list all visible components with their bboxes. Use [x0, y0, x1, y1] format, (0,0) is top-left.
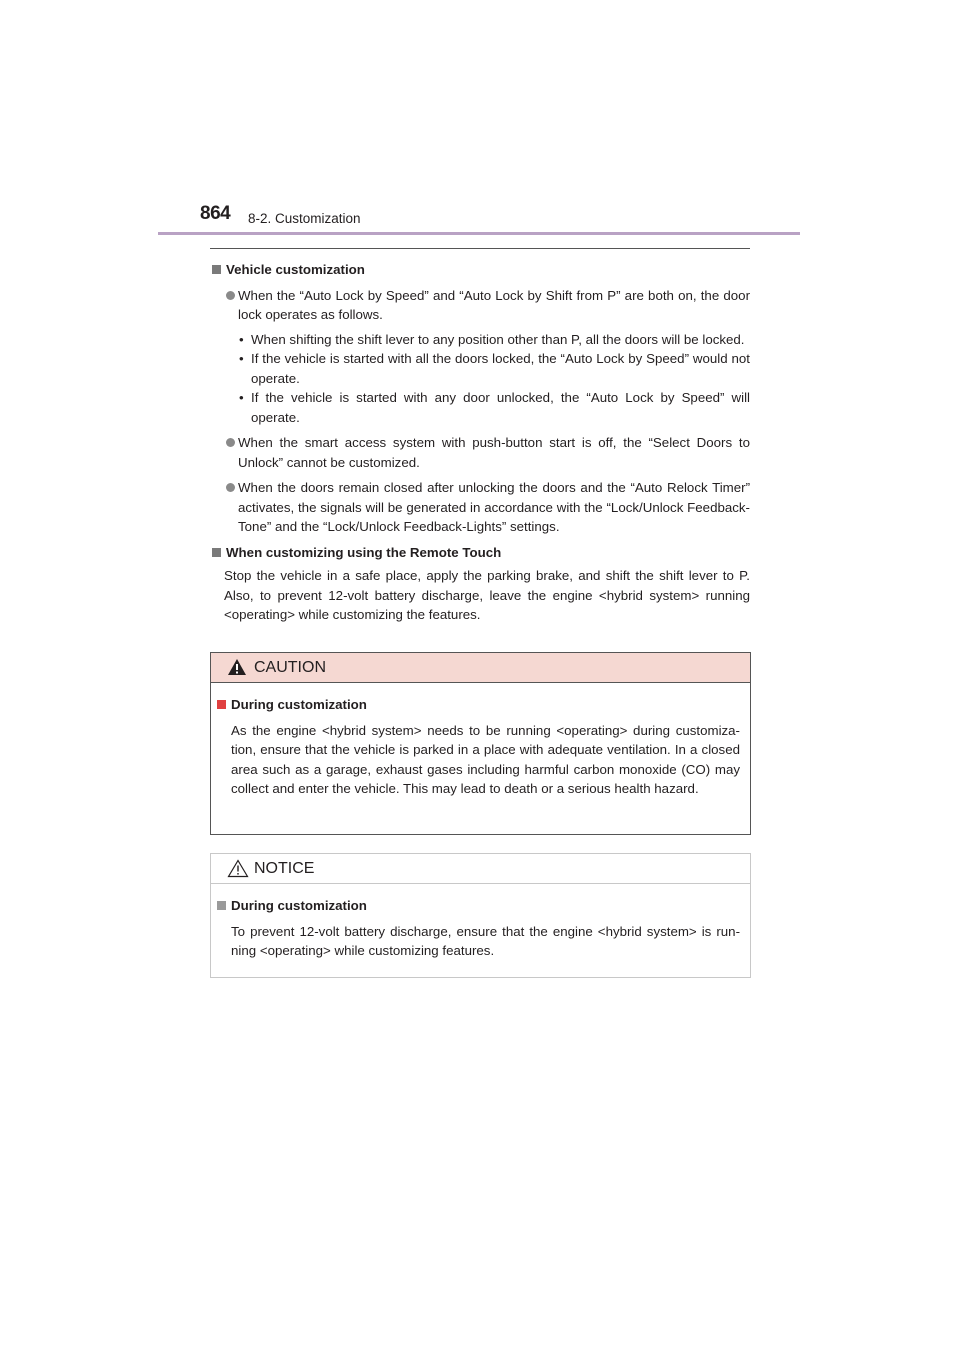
page-number: 864	[200, 203, 231, 224]
remote-touch-text: Stop the vehicle in a safe place, apply the parking brake, and shift the shift lever to P. Also, to prevent 12-volt battery discharge, leave the engine <hybrid system> running <operating> while customizing the features.	[224, 568, 750, 622]
square-bullet-icon	[217, 901, 226, 910]
caution-header	[211, 653, 750, 683]
sub-item: • When shifting the shift lever to any position other than P, all the doors will be locked.	[210, 330, 750, 350]
sub-item: • If the vehicle is started with any door unlocked, the “Auto Lock by Speed” will operate.	[239, 390, 750, 425]
main-content	[210, 260, 750, 625]
bullet-item: When the smart access system with push-button start is off, the “Select Doors to Unlock” cannot be customized.	[210, 433, 750, 472]
circle-bullet-icon	[226, 438, 235, 447]
square-bullet-icon	[212, 548, 221, 557]
square-bullet-icon	[212, 265, 221, 274]
notice-body	[211, 884, 750, 961]
notice-label: NOTICE	[254, 860, 315, 877]
square-bullet-icon	[217, 700, 226, 709]
circle-bullet-icon	[226, 483, 235, 492]
content-rule	[210, 248, 750, 249]
sub-bullet-icon: •	[239, 331, 244, 347]
header-rule	[158, 232, 800, 235]
notice-text: To prevent 12-volt battery discharge, ensure that the engine <hybrid system> is run-ning <operating> while customizing features.	[231, 923, 740, 958]
caution-text: As the engine <hybrid system> needs to be running <operating> during customiza-tion, ensure that the vehicle is parked in a place with adequate ventilation. In a closed area such as a garage, exhaust gases including harmful carbon monoxide (CO) may collect and enter the vehicle. This may lead to death or a serious health hazard.	[231, 722, 740, 796]
notice-box	[210, 853, 751, 978]
remote-touch-heading: When customizing using the Remote Touch	[210, 543, 750, 563]
bullet-item: When the “Auto Lock by Speed” and “Auto Lock by Shift from P” are both on, the door lock operates as follows.	[210, 286, 750, 325]
caution-label: CAUTION	[254, 659, 326, 676]
sub-bullet-icon: •	[239, 351, 244, 366]
caution-body	[211, 683, 750, 799]
sub-item: • If the vehicle is started with all the doors locked, the “Auto Lock by Speed” would not operate.	[239, 351, 750, 386]
notice-heading: During customization	[217, 896, 740, 916]
notice-header	[211, 854, 750, 884]
section-title: 8-2. Customization	[248, 211, 361, 226]
warning-triangle-icon	[227, 658, 247, 676]
sub-bullet-icon: •	[239, 390, 244, 405]
vehicle-customization-heading: Vehicle customization	[210, 260, 750, 280]
bullet-item: When the doors remain closed after unlocking the doors and the “Auto Relock Timer” activates, the signals will be generated in accordance with the “Lock/Unlock Feedback-Tone” and the “Lock/Unlock Feedback-Lights” settings.	[210, 478, 750, 537]
caution-heading: During customization	[217, 695, 740, 715]
caution-box	[210, 652, 751, 835]
notice-triangle-icon	[227, 859, 249, 878]
circle-bullet-icon	[226, 291, 235, 300]
